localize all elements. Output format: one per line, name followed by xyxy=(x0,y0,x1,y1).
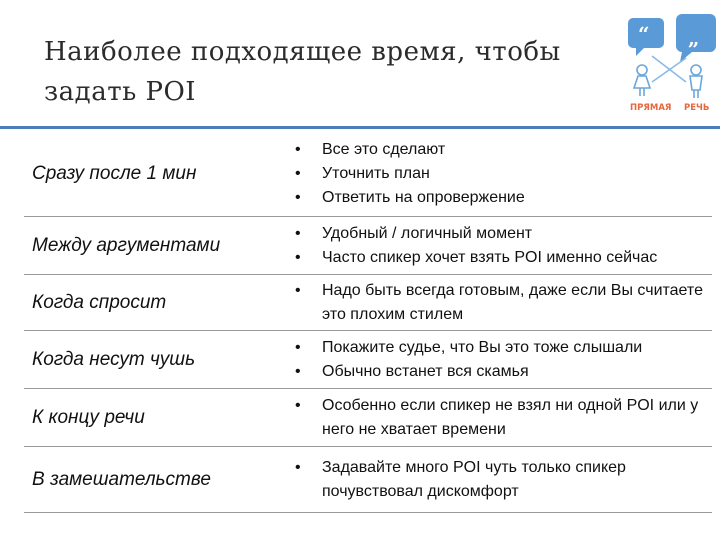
list-item: • Часто спикер хочет взять POI именно сейчас xyxy=(282,246,712,270)
list-item: • Надо быть всегда готовым, даже если Вы считаете это плохим стилем xyxy=(282,279,712,327)
row-label: К концу речи xyxy=(32,406,145,428)
row-label: Когда спросит xyxy=(32,291,167,313)
table-row xyxy=(24,275,712,331)
table-row xyxy=(24,389,712,447)
list-item: • Удобный / логичный момент xyxy=(282,222,712,246)
svg-text:„: „ xyxy=(688,26,700,50)
bullet-list xyxy=(282,389,712,446)
person-right-icon xyxy=(690,65,702,98)
list-item: • Ответить на опровержение xyxy=(282,186,712,210)
slide-title: Наиболее подходящее время, чтобы задать POI xyxy=(44,37,561,107)
bullet-list xyxy=(282,447,712,512)
list-item: • Покажите судье, что Вы это тоже слышали xyxy=(282,336,712,360)
svg-text:ПРЯМАЯ: ПРЯМАЯ xyxy=(630,103,672,112)
bullet-list xyxy=(282,331,712,388)
logo-graphic xyxy=(600,12,718,112)
svg-text:РЕЧЬ: РЕЧЬ xyxy=(684,103,710,112)
row-label: Когда несут чушь xyxy=(32,348,196,370)
list-item: • Особенно если спикер не взял ни одной POI или у него не хватает времени xyxy=(282,394,712,442)
table-row xyxy=(24,131,712,217)
row-label: В замешательстве xyxy=(32,468,211,490)
table-row xyxy=(24,447,712,513)
header-divider xyxy=(0,126,720,129)
row-label: Между аргументами xyxy=(32,234,221,256)
poi-timing-table xyxy=(24,131,712,513)
svg-text:“: “ xyxy=(638,22,650,46)
row-label: Сразу после 1 мин xyxy=(32,162,197,184)
table-row xyxy=(24,217,712,275)
logo xyxy=(600,12,718,112)
list-item: • Обычно встанет вся скамья xyxy=(282,360,712,384)
bullet-list xyxy=(282,275,712,330)
bullet-list xyxy=(282,217,712,274)
list-item: • Все это сделают xyxy=(282,138,712,162)
list-item: • Уточнить план xyxy=(282,162,712,186)
table-row xyxy=(24,331,712,389)
bullet-list xyxy=(282,131,712,216)
person-left-icon xyxy=(634,65,650,96)
list-item: • Задавайте много POI чуть только спикер почувствовал дискомфорт xyxy=(282,456,712,504)
